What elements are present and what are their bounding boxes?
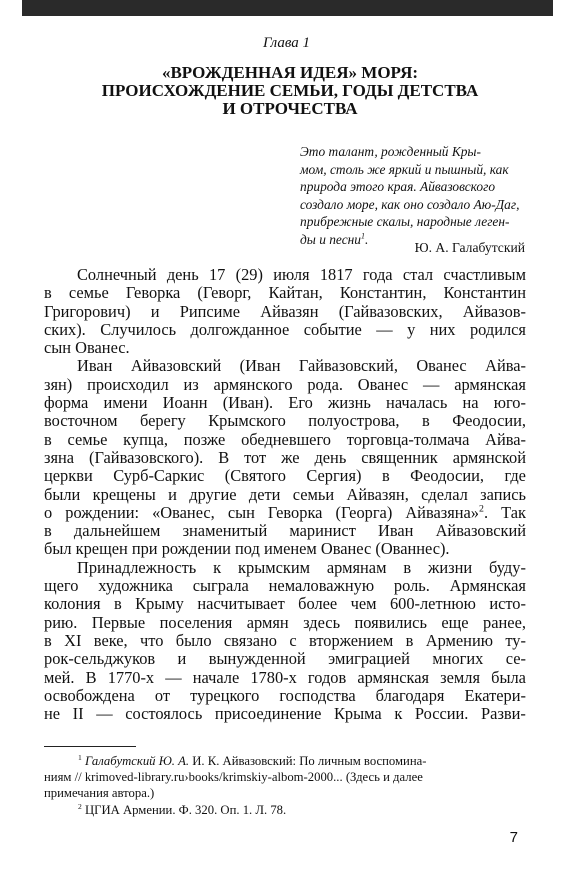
word: Сергия) — [306, 466, 362, 486]
word: армянской — [452, 447, 526, 467]
word: сыграла — [192, 576, 249, 596]
word: чем — [350, 594, 377, 614]
text-line — [44, 357, 526, 375]
text-line — [44, 540, 526, 558]
word: сын — [44, 338, 76, 358]
word: было — [175, 630, 212, 650]
word: в — [44, 283, 52, 303]
word: маринист — [289, 521, 356, 541]
word: более — [298, 594, 338, 614]
word: священник — [361, 447, 438, 467]
main-text — [44, 266, 526, 723]
word: Иван — [378, 521, 414, 541]
word: (29) — [235, 265, 263, 284]
title-line: И ОТРОЧЕСТВА — [222, 99, 358, 118]
word: Иван — [77, 356, 113, 376]
word: связано — [223, 630, 277, 650]
word: была — [491, 667, 526, 687]
text-line — [44, 559, 526, 577]
word: «Ованес, — [152, 502, 215, 522]
word: в — [44, 521, 52, 541]
word: ранее, — [483, 612, 526, 632]
text-line — [44, 577, 526, 595]
word: Ованес — [416, 356, 467, 376]
word: В — [218, 447, 230, 467]
word: рок-сельджуков — [44, 649, 156, 669]
text-line — [44, 632, 526, 650]
header-rule — [22, 0, 553, 16]
word: Крыму — [135, 594, 184, 614]
text-line — [44, 266, 526, 284]
word: крещены — [92, 484, 156, 504]
word: семьи — [292, 484, 335, 504]
word: колония — [44, 594, 101, 614]
word: 1817 — [319, 265, 353, 284]
word: исто- — [489, 594, 526, 614]
footnote-ref: 1 — [360, 231, 365, 241]
title-line: ПРОИСХОЖДЕНИЕ СЕМЬИ, ГОДЫ ДЕТСТВА — [101, 81, 479, 100]
word: XI — [64, 630, 82, 650]
word: немаловажную — [268, 576, 375, 596]
word: 17 — [208, 265, 226, 284]
text-line — [44, 705, 526, 723]
word: торговца-толмача — [346, 429, 470, 449]
text-line — [44, 449, 526, 467]
text-line — [44, 303, 526, 321]
word: здесь — [303, 612, 341, 632]
word: Гайвазовский, — [298, 356, 398, 376]
word: другие — [189, 484, 237, 504]
word: церкви — [44, 466, 93, 486]
word: (Гайвазовских, — [338, 301, 443, 321]
word: крещен — [75, 539, 132, 559]
word: зян) — [44, 374, 73, 394]
text-line — [44, 339, 526, 357]
word: под — [235, 539, 264, 559]
word: них — [429, 319, 456, 339]
chapter-title — [40, 64, 540, 118]
text-line — [44, 467, 526, 485]
word: Геворка — [125, 283, 181, 303]
word: Принадлежность — [77, 557, 197, 577]
word: имени — [103, 393, 148, 413]
word: состоялось — [125, 704, 203, 724]
word: господства — [279, 685, 356, 705]
word: Так — [501, 502, 526, 522]
word: в — [114, 594, 122, 614]
word: начале — [192, 667, 240, 687]
word: и — [168, 484, 177, 504]
word: в — [44, 429, 52, 449]
word: роль. — [393, 576, 430, 596]
word: — — [422, 374, 440, 394]
word: в — [405, 630, 414, 650]
word: не — [44, 704, 61, 724]
text-line — [44, 394, 526, 412]
text-line — [44, 412, 526, 430]
word: Армянская — [449, 576, 526, 596]
word: восточном — [44, 411, 118, 431]
word: Иоанн — [162, 393, 208, 413]
word: жизни — [428, 557, 473, 577]
word: (Иван). — [222, 393, 274, 413]
word: Рипсиме — [179, 301, 241, 321]
word: Первые — [91, 612, 146, 632]
word: жизнь — [328, 393, 371, 413]
word: полуострова, — [308, 411, 400, 431]
word: Константин, — [339, 283, 427, 303]
word: день — [314, 447, 347, 467]
epigraph-author: Ю. А. Галабутский — [414, 240, 525, 255]
word: событие — [303, 319, 362, 339]
word: Крымского — [208, 411, 286, 431]
word: II — [72, 704, 84, 724]
footnote-text: И. К. Айвазовский: По личным воспомина- — [189, 754, 427, 768]
text-line — [44, 321, 526, 339]
word: Его — [288, 393, 313, 413]
word: родился — [469, 319, 526, 339]
word: Кайтан, — [268, 283, 323, 303]
word: Айва- — [485, 356, 526, 376]
word: долгожданное — [190, 319, 290, 339]
word: именем — [263, 539, 321, 559]
word: началась — [386, 393, 448, 413]
word: Константин — [443, 283, 526, 303]
word: от — [154, 685, 171, 705]
word: зяна — [44, 447, 75, 467]
word: дети — [248, 484, 281, 504]
word: на — [462, 393, 479, 413]
word: земля — [440, 667, 480, 687]
word: армянская — [454, 374, 526, 394]
word: что — [140, 630, 164, 650]
word: 1770-х — [107, 667, 155, 687]
word: Айвазовский — [435, 521, 526, 541]
word: мей. — [44, 667, 75, 687]
word: вторжением — [309, 630, 394, 650]
word: насчитывает — [197, 594, 285, 614]
footnote-divider — [44, 746, 136, 747]
word: армянского — [213, 374, 293, 394]
word: (Иван — [239, 356, 281, 376]
text-line — [44, 614, 526, 632]
word: 600-летнюю — [389, 594, 476, 614]
word: благодаря — [375, 685, 445, 705]
word: и — [177, 649, 187, 669]
word: освобождена — [44, 685, 135, 705]
word: Айвазов- — [462, 301, 526, 321]
word: Екатери- — [464, 685, 526, 705]
word: с — [289, 630, 297, 650]
word: купца, — [123, 429, 168, 449]
word: появились — [354, 612, 427, 632]
word: Случилось — [100, 319, 177, 339]
text-line — [44, 522, 526, 540]
word: армянам — [326, 557, 387, 577]
word: Айвазян — [260, 301, 319, 321]
word: (Гайвазовского). — [89, 447, 204, 467]
word: (Георга) — [335, 502, 393, 522]
word: ту- — [505, 630, 526, 650]
footnote-line — [44, 753, 526, 769]
word: у — [407, 319, 416, 339]
word: веке, — [93, 630, 128, 650]
epigraph-line: природа этого края. Айвазовского — [300, 179, 496, 195]
word: вынужденной — [208, 649, 306, 669]
word: семье — [68, 283, 109, 303]
footnote-line — [44, 769, 526, 785]
word: се- — [505, 649, 526, 669]
word: Солнечный — [77, 265, 157, 284]
word: запись — [480, 484, 526, 504]
word: — — [165, 667, 182, 687]
word: были — [44, 484, 81, 504]
word: армянская — [357, 667, 430, 687]
word: к — [213, 557, 222, 577]
word: день — [166, 265, 199, 284]
word: — — [376, 319, 393, 339]
word: армян — [246, 612, 289, 632]
word: (Ованнес). — [375, 539, 450, 559]
word: юго- — [493, 393, 526, 413]
footnote-text: ЦГИА Армении. Ф. 320. Оп. 1. Л. 78. — [84, 802, 287, 817]
page-number: 7 — [509, 829, 518, 846]
chapter-label: Глава 1 — [262, 35, 311, 51]
word: же — [281, 447, 300, 467]
word: Феодосии, — [452, 411, 526, 431]
word: в — [44, 630, 52, 650]
footnote-text: ниям // krimoved-library.ru›books/krimskiy-albom-2000... (Здесь и далее — [44, 770, 423, 785]
footnote-text: примечания автора.) — [44, 786, 155, 801]
epigraph-end: . — [365, 231, 369, 247]
word: турецкого — [190, 685, 260, 705]
epigraph-line: прибрежные скалы, народные леген- — [300, 214, 510, 230]
epigraph-line: ды и песни — [300, 231, 361, 247]
footnote-line — [44, 802, 526, 818]
word: форма — [44, 393, 89, 413]
word: в — [381, 466, 390, 486]
word: о — [44, 502, 53, 522]
word: рию. — [44, 612, 78, 632]
footnote-mark: 2 — [78, 801, 82, 811]
footnote-line — [44, 785, 526, 801]
word: в — [403, 557, 412, 577]
word: эмиграцией — [328, 649, 410, 669]
word: сын — [227, 502, 255, 522]
epigraph-line: мом, столь же яркий и пышный, как — [300, 161, 509, 177]
footnote-mark: 1 — [78, 752, 82, 762]
text-line — [44, 669, 526, 687]
footnotes — [44, 753, 526, 818]
word: где — [504, 466, 526, 486]
text-line — [44, 504, 526, 522]
word: крымским — [238, 557, 310, 577]
text-line — [44, 595, 526, 613]
footnote-ref: 2 — [479, 503, 484, 515]
word: обедневшего — [241, 429, 331, 449]
word: рождении — [161, 539, 236, 559]
word: года — [362, 265, 393, 284]
word: поселения — [159, 612, 233, 632]
word: счастливым — [443, 265, 526, 284]
word: был — [44, 539, 76, 559]
word: Геворка — [267, 502, 323, 522]
word: Ованес. — [75, 338, 130, 358]
word: стал — [402, 265, 434, 284]
word: происходил — [87, 374, 169, 394]
word: дальнейшем — [73, 521, 161, 541]
word: ских). — [44, 319, 86, 339]
word: рода. — [307, 374, 343, 394]
word: (Святого — [224, 466, 286, 486]
text-line — [44, 376, 526, 394]
word: художника — [98, 576, 173, 596]
word: к — [394, 704, 403, 724]
word: сделал — [421, 484, 468, 504]
word: Айвазяна»$^2$. — [405, 502, 489, 522]
word: июля — [273, 265, 310, 284]
word: 1780-х — [250, 667, 297, 687]
word: В — [85, 667, 97, 687]
word: Ованес — [320, 539, 376, 559]
word: (Геворг, — [197, 283, 252, 303]
text-line — [44, 486, 526, 504]
word: Крыма — [334, 704, 382, 724]
word: Григорович) — [44, 301, 131, 321]
word: Айвазян, — [346, 484, 409, 504]
word: . — [483, 502, 489, 522]
text-line — [44, 431, 526, 449]
word: еще — [441, 612, 469, 632]
word: рождении: — [65, 502, 140, 522]
epigraph-line: создало море, как оно создало Аю-Даг, — [300, 196, 520, 212]
title-line: «ВРОЖДЕННАЯ ИДЕЯ» МОРЯ: — [161, 63, 419, 82]
word: берегу — [139, 411, 186, 431]
word: Айва- — [485, 429, 526, 449]
word: Ованес — [357, 374, 409, 394]
epigraph-line: Это талант, рожденный Кры- — [300, 144, 481, 159]
word: Сурб-Саркис — [113, 466, 205, 486]
word: семье — [67, 429, 108, 449]
word: при — [131, 539, 162, 559]
word: тот — [244, 447, 267, 467]
word: позже — [183, 429, 226, 449]
word: Разви- — [481, 704, 526, 724]
text-line — [44, 284, 526, 302]
word: щего — [44, 576, 79, 596]
footnote-author: Галабутский Ю. А. — [84, 754, 190, 768]
epigraph — [300, 143, 525, 249]
text-line — [44, 650, 526, 668]
text-line — [44, 687, 526, 705]
word: в — [421, 411, 430, 431]
word: буду- — [489, 557, 526, 577]
word: многих — [432, 649, 484, 669]
word: Айвазовский — [130, 356, 222, 376]
word: — — [96, 704, 113, 724]
word: Армению — [425, 630, 493, 650]
word: годов — [307, 667, 347, 687]
word: знаменитый — [182, 521, 268, 541]
word: Феодосии, — [410, 466, 484, 486]
word: присоединение — [214, 704, 322, 724]
word: из — [183, 374, 199, 394]
word: и — [150, 301, 160, 321]
word: России. — [414, 704, 469, 724]
